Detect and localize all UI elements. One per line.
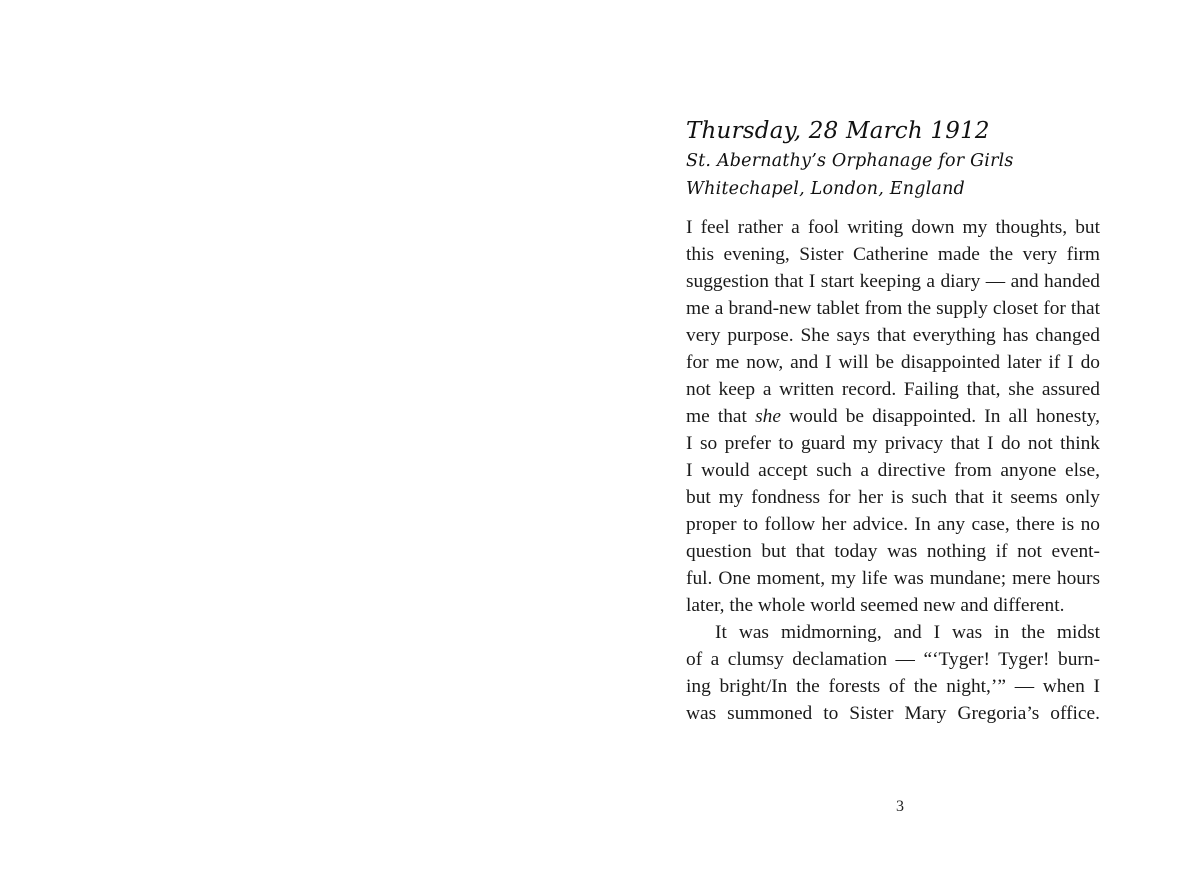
text-segment: would be disappointed. In all honesty, xyxy=(780,406,1101,427)
text-line: question but that today was nothing if not event- xyxy=(686,541,1100,562)
text-line: It was midmorning, and I was in the midst xyxy=(715,622,1100,643)
text-line: this evening, Sister Catherine made the very firm xyxy=(686,244,1100,265)
entry-place-line-1: St. Abernathy’s Orphanage for Girls xyxy=(686,151,1014,171)
text-line: I would accept such a directive from anyone else, xyxy=(686,460,1100,481)
text-line: of a clumsy declamation — “‘Tyger! Tyger! burn- xyxy=(686,649,1100,670)
text-line: not keep a written record. Failing that, she assured xyxy=(686,379,1100,400)
text-line: suggestion that I start keeping a diary — and handed xyxy=(686,271,1100,292)
text-segment: me that xyxy=(686,406,756,427)
text-line: I feel rather a fool writing down my thoughts, but xyxy=(686,217,1100,238)
paragraph-1 xyxy=(686,214,1100,619)
diary-entry-body xyxy=(686,214,1100,727)
text-line: later, the whole world seemed new and different. xyxy=(686,595,1065,616)
text-line-with-emphasis xyxy=(686,403,1100,430)
right-page xyxy=(600,0,1200,872)
text-line: proper to follow her advice. In any case, there is no xyxy=(686,514,1100,535)
text-line: for me now, and I will be disappointed later if I do xyxy=(686,352,1100,373)
entry-place-line-2: Whitechapel, London, England xyxy=(686,179,965,199)
page-number: 3 xyxy=(896,798,904,815)
text-line: very purpose. She says that everything has changed xyxy=(686,325,1100,346)
text-line: ing bright/In the forests of the night,’” — when I xyxy=(686,676,1100,697)
text-line: but my fondness for her is such that it seems only xyxy=(686,487,1100,508)
text-line: ful. One moment, my life was mundane; mere hours xyxy=(686,568,1100,589)
emphasized-word: she xyxy=(755,406,781,427)
text-line: me a brand-new tablet from the supply closet for that xyxy=(686,298,1100,319)
text-line: I so prefer to guard my privacy that I do not think xyxy=(686,433,1100,454)
entry-date: Thursday, 28 March 1912 xyxy=(686,118,990,144)
paragraph-2 xyxy=(686,619,1100,727)
diary-entry-heading xyxy=(686,116,1106,203)
text-line: was summoned to Sister Mary Gregoria’s office. xyxy=(686,703,1100,724)
